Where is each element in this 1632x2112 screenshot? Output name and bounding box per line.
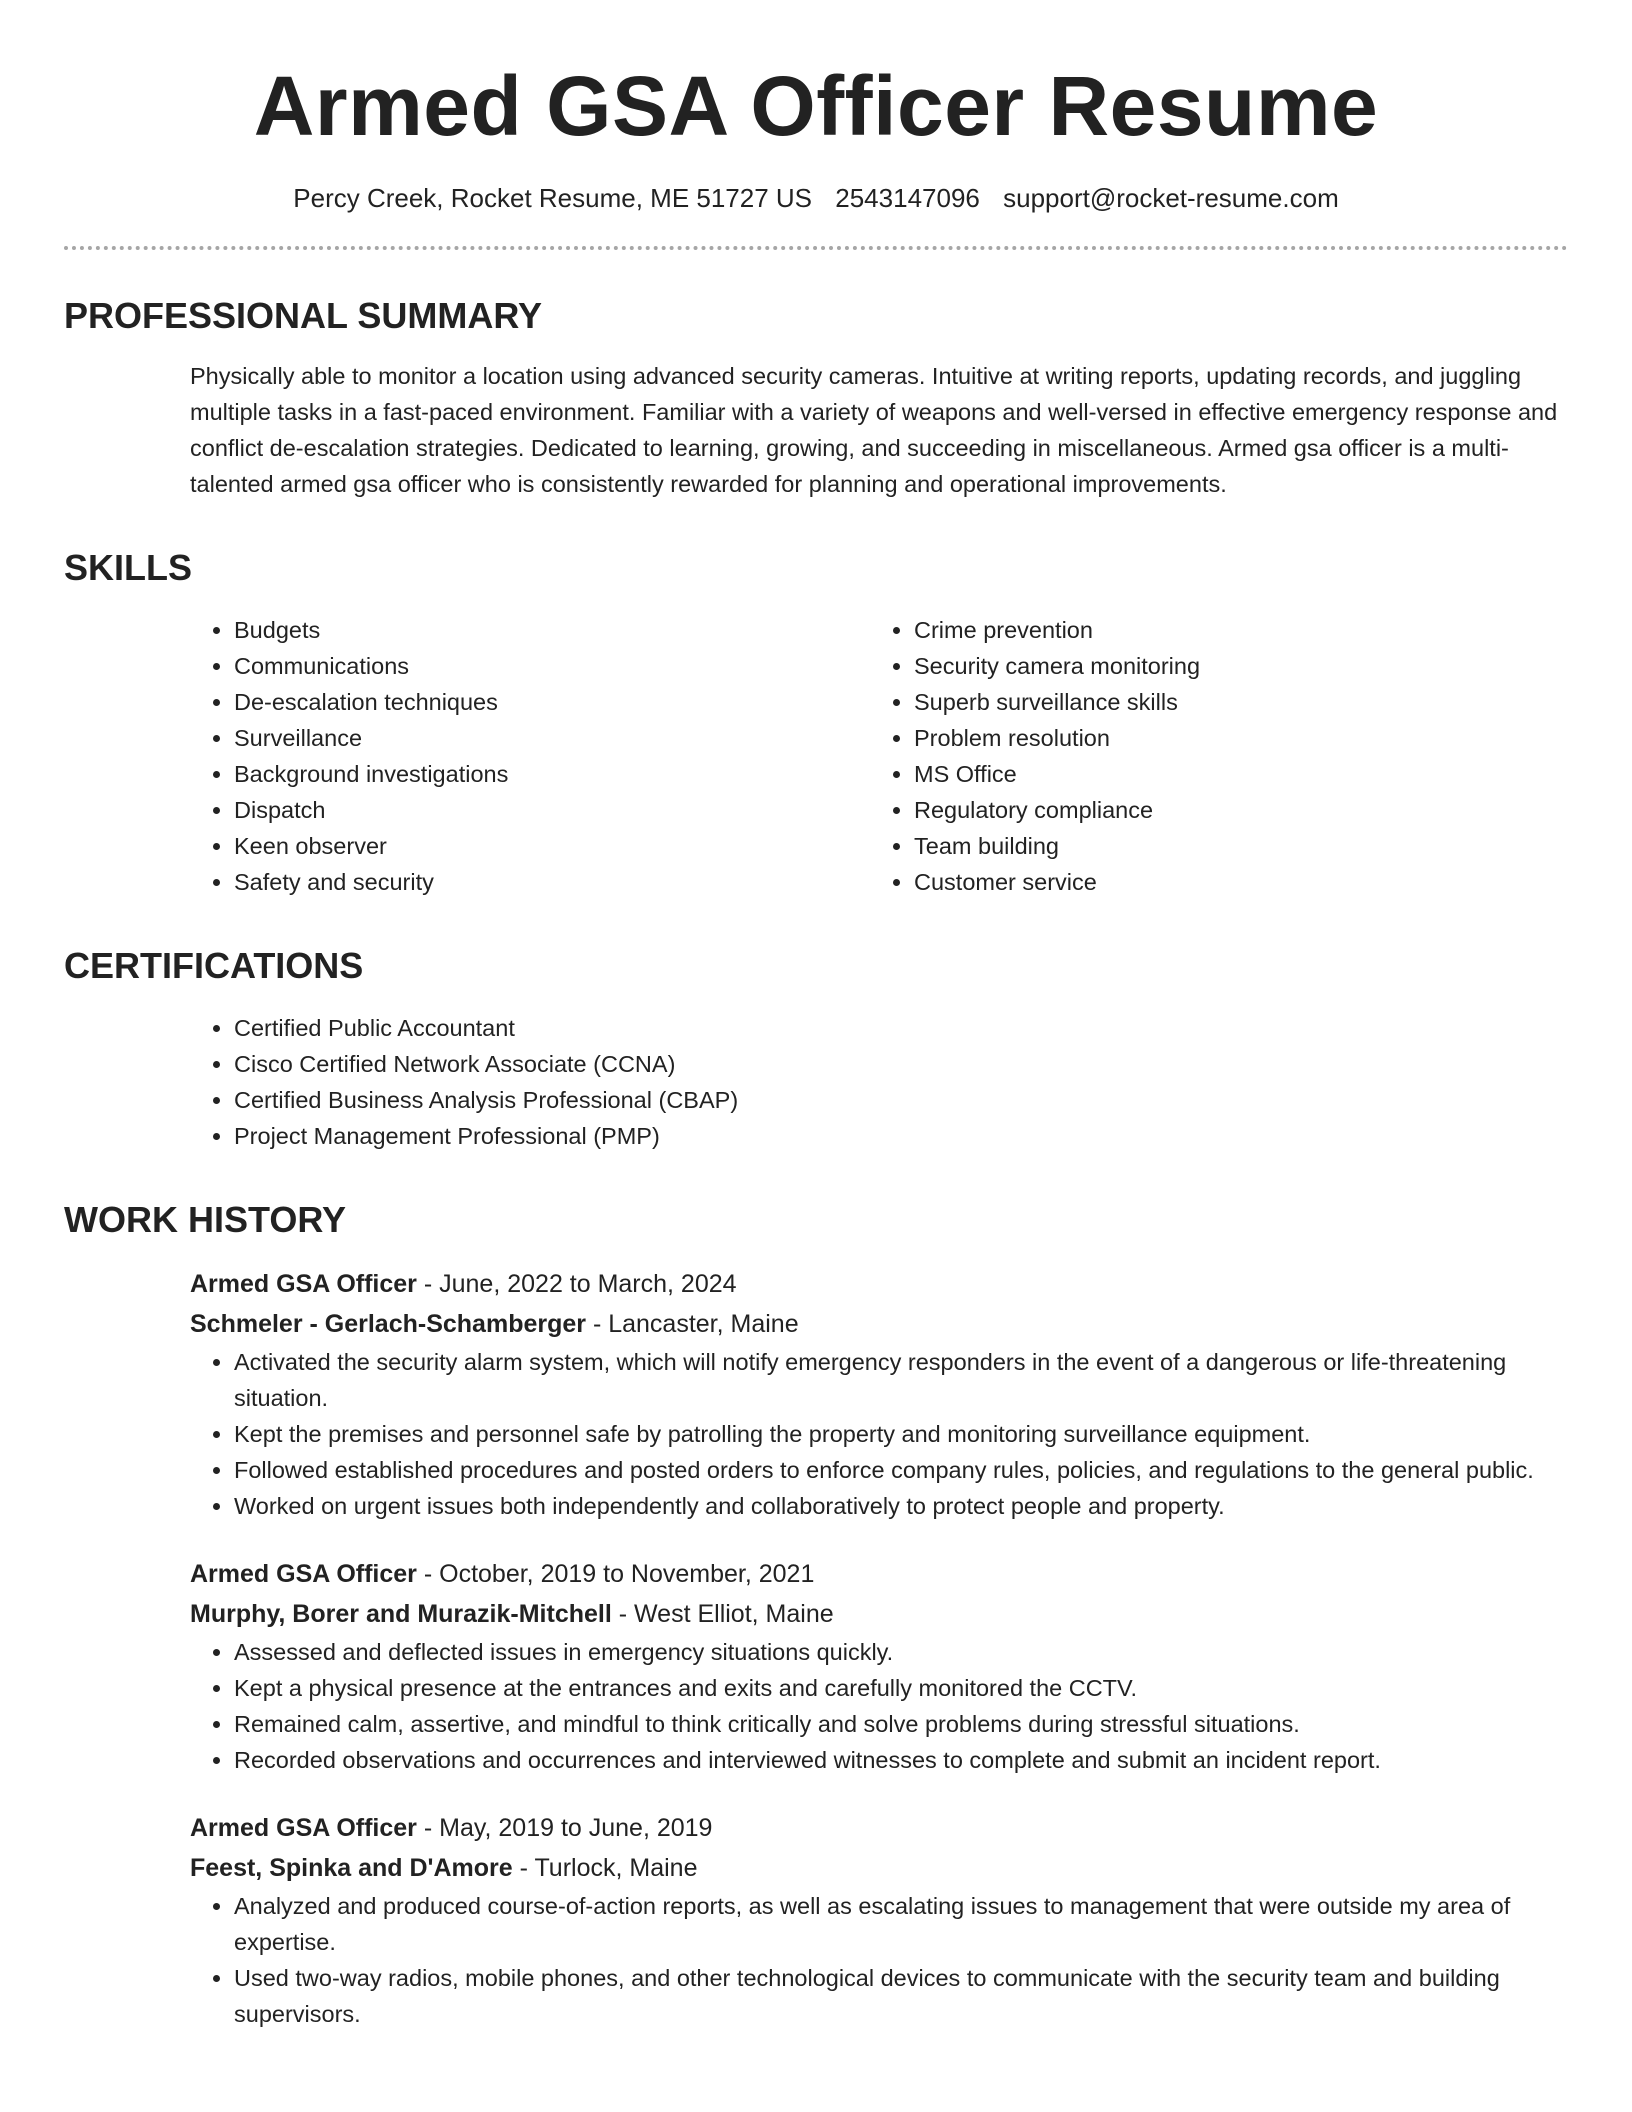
job-role-line <box>190 1554 1568 1594</box>
job-bullet: • Recorded observations and occurrences and interviewed witnesses to complete and submit an incident report. <box>234 1742 1568 1778</box>
job-bullet: • Used two-way radios, mobile phones, and other technological devices to communicate with the security team and building supervisors. <box>234 1960 1568 2032</box>
skill-item: • Superb surveillance skills <box>914 684 1550 720</box>
job-dates: - October, 2019 to November, 2021 <box>416 1560 815 1588</box>
skill-item: • Background investigations <box>234 756 870 792</box>
job-company-line <box>190 1304 1568 1344</box>
job-location: - Turlock, Maine <box>512 1854 698 1882</box>
certifications-list <box>190 1010 1568 1154</box>
summary-text: Physically able to monitor a location using advanced security cameras. Intuitive at writing reports, updating records, and juggling multiple tasks in a fast-paced environment. Familiar with a variety of weapons and well-versed in effective emergency response and conflict de-escalation strategies. Dedicated to learning, growing, and succeeding in miscellaneous. Armed gsa officer is a multi-talented armed gsa officer who is consistently rewarded for planning and operational improvements. <box>190 363 1558 497</box>
skills-list-left <box>190 612 870 900</box>
skills-column-left <box>190 612 870 900</box>
contact-line <box>64 180 1568 216</box>
skill-item: • Dispatch <box>234 792 870 828</box>
skill-item: • De-escalation techniques <box>234 684 870 720</box>
skill-item: • MS Office <box>914 756 1550 792</box>
job-bullet: • Kept the premises and personnel safe by patrolling the property and monitoring surveillance equipment. <box>234 1416 1568 1452</box>
section-title-work-history: WORK HISTORY <box>64 1199 347 1240</box>
certification-item: • Certified Public Accountant <box>234 1010 1568 1046</box>
job-bullet: • Assessed and deflected issues in emergency situations quickly. <box>234 1634 1568 1670</box>
resume-header <box>64 0 1568 250</box>
skills-column-right <box>870 612 1550 900</box>
skill-item: • Budgets <box>234 612 870 648</box>
job-bullets <box>190 1344 1568 1524</box>
job-role: Armed GSA Officer <box>190 1814 417 1842</box>
skill-item: • Customer service <box>914 864 1550 900</box>
job-location: - Lancaster, Maine <box>586 1310 799 1338</box>
job-company-line <box>190 1594 1568 1634</box>
certification-item: • Certified Business Analysis Professional (CBAP) <box>234 1082 1568 1118</box>
skill-item: • Keen observer <box>234 828 870 864</box>
job-location: - West Elliot, Maine <box>611 1600 834 1628</box>
section-title-skills: SKILLS <box>64 547 193 588</box>
skills-grid <box>190 612 1568 900</box>
skills-list-right <box>870 612 1550 900</box>
contact-phone: 2543147096 <box>835 183 980 213</box>
section-title-certifications: CERTIFICATIONS <box>64 945 364 986</box>
skill-item: • Regulatory compliance <box>914 792 1550 828</box>
job-company: Murphy, Borer and Murazik-Mitchell <box>190 1600 612 1628</box>
job-dates: - May, 2019 to June, 2019 <box>416 1814 713 1842</box>
skill-item: • Surveillance <box>234 720 870 756</box>
job-entry <box>190 1264 1568 1524</box>
job-company-line <box>190 1848 1568 1888</box>
certification-item: • Project Management Professional (PMP) <box>234 1118 1568 1154</box>
skill-item: • Crime prevention <box>914 612 1550 648</box>
certifications-list-wrap <box>190 1010 1568 1154</box>
contact-email: support@rocket-resume.com <box>1003 183 1339 213</box>
skill-item: • Problem resolution <box>914 720 1550 756</box>
skill-item: • Safety and security <box>234 864 870 900</box>
job-bullet: • Remained calm, assertive, and mindful to think critically and solve problems during stressful situations. <box>234 1706 1568 1742</box>
certification-item: • Cisco Certified Network Associate (CCNA) <box>234 1046 1568 1082</box>
job-entry <box>190 1554 1568 1778</box>
job-role-line <box>190 1264 1568 1304</box>
job-role: Armed GSA Officer <box>190 1270 417 1298</box>
job-role-line <box>190 1808 1568 1848</box>
header-divider <box>64 246 1568 250</box>
job-company: Feest, Spinka and D'Amore <box>190 1854 513 1882</box>
skill-item: • Team building <box>914 828 1550 864</box>
job-entry <box>190 1808 1568 2032</box>
job-bullet: • Activated the security alarm system, which will notify emergency responders in the event of a dangerous or life-threatening situation. <box>234 1344 1568 1416</box>
job-role: Armed GSA Officer <box>190 1560 417 1588</box>
job-dates: - June, 2022 to March, 2024 <box>416 1270 737 1298</box>
section-title-summary: PROFESSIONAL SUMMARY <box>64 295 543 336</box>
job-bullet: • Analyzed and produced course-of-action reports, as well as escalating issues to management that were outside my area of expertise. <box>234 1888 1568 1960</box>
job-bullets <box>190 1888 1568 2032</box>
job-bullets <box>190 1634 1568 1778</box>
resume-title: Armed GSA Officer Resume <box>253 59 1379 153</box>
skill-item: • Security camera monitoring <box>914 648 1550 684</box>
contact-address: Percy Creek, Rocket Resume, ME 51727 US <box>293 183 813 213</box>
job-company: Schmeler - Gerlach-Schamberger <box>190 1310 586 1338</box>
job-bullet: • Followed established procedures and posted orders to enforce company rules, policies, and regulations to the general public. <box>234 1452 1568 1488</box>
job-bullet: • Worked on urgent issues both independently and collaboratively to protect people and property. <box>234 1488 1568 1524</box>
skill-item: • Communications <box>234 648 870 684</box>
job-bullet: • Kept a physical presence at the entrances and exits and carefully monitored the CCTV. <box>234 1670 1568 1706</box>
